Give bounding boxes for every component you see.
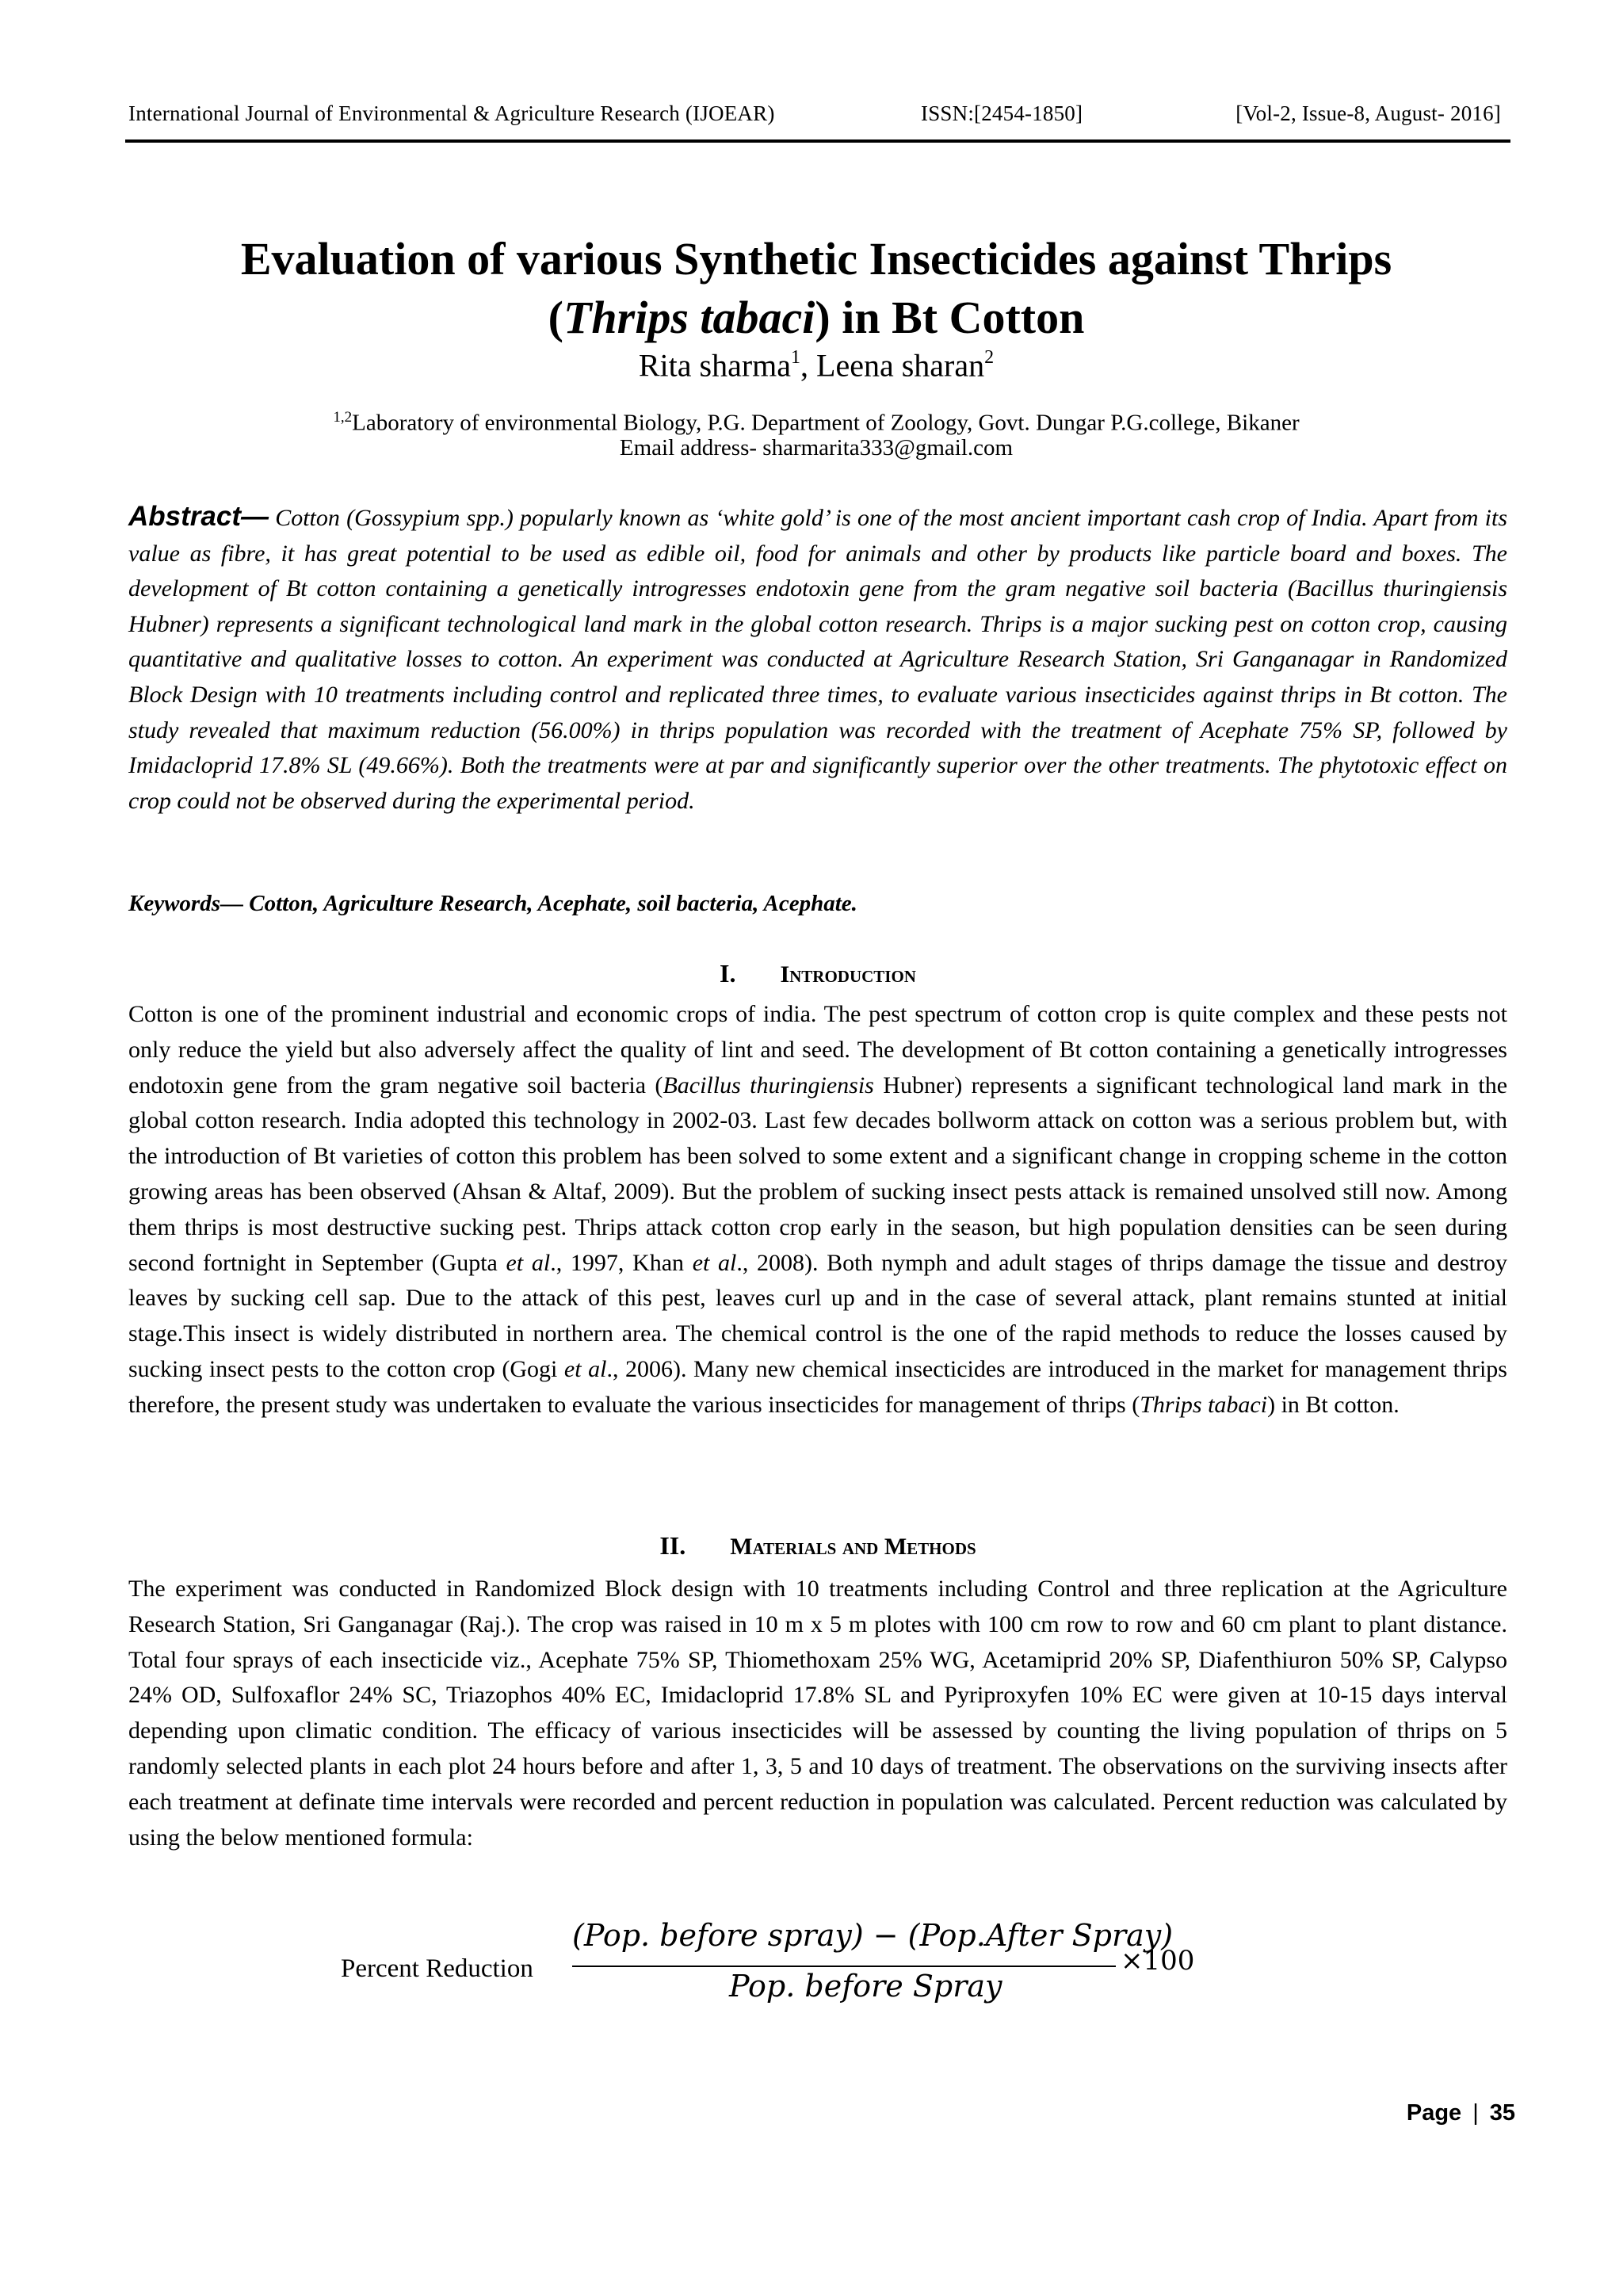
abstract-label: Abstract— — [128, 501, 269, 532]
page-footer — [1407, 2100, 1515, 2126]
author-2-sup: 2 — [984, 347, 995, 368]
methods-paragraph: The experiment was conducted in Randomized Block design with 10 treatments including Control and three replication at the Agriculture Research Station, Sri Ganganagar (Raj.). The crop was raised in 10 m x 5 m plotes with 100 cm row to row and 60 cm plant to plant distance. Total four sprays of each insecticide viz., Acephate 75% SP, Thiomethoxam 25% WG, Acetamiprid 20% SP, Diafenthiuron 50% SP, Calypso 24% OD, Sulfoxaflor 24% SC, Triazophos 40% EC, Imidacloprid 17.8% SL and Pyriproxyfen 10% EC were given at 10-15 days interval depending upon climatic condition. The efficacy of various insecticides will be assessed by counting the living population of thrips on 5 randomly selected plants in each plot 24 hours before and after 1, 3, 5 and 10 days of treatment. The observations on the surviving insects after each treatment at definate time intervals were recorded and percent reduction in population was calculated. Percent reduction was calculated by using the below mentioned formula: — [128, 1576, 1507, 1851]
keywords: Keywords— Cotton, Agriculture Research, Acephate, soil bacteria, Acephate. — [128, 891, 857, 916]
intro-text-6: ) in Bt cotton. — [1267, 1391, 1400, 1418]
formula-denominator: Pop. before Spray — [729, 1969, 1002, 2004]
section-heading-introduction — [128, 957, 1507, 991]
running-header — [128, 101, 1507, 133]
paper-title — [119, 230, 1514, 347]
introduction-paragraph — [128, 997, 1507, 1423]
author-2: Leena sharan — [816, 347, 985, 384]
section-heading-methods — [128, 1530, 1507, 1563]
formula-numerator: (Pop. before spray) − (Pop.After Spray) — [572, 1918, 1174, 1953]
section-number: I. — [720, 959, 736, 988]
author-separator: , — [800, 347, 817, 384]
title-line-1: Evaluation of various Synthetic Insecticides against Thrips — [240, 233, 1392, 285]
author-1: Rita sharma — [638, 347, 792, 384]
page-number: 35 — [1489, 2100, 1515, 2126]
formula-multiplier: ×100 — [1121, 1945, 1195, 1977]
journal-name: International Journal of Environmental & Agriculture Research (IJOEAR) — [128, 101, 775, 125]
title-line-2 — [119, 288, 1514, 347]
abstract-text: Cotton (Gossypium spp.) popularly known as ‘white gold’ is one of the most ancient important cash crop of India. Apart from its value as fibre, it has great potential to be used as edible oil, food for animals and other by products like particle board and boxes. The development of Bt cotton containing a genetically introgresses endotoxin gene from the gram negative soil bacteria (Bacillus thuringiensis Hubner) represents a significant technological land mark in the global cotton research. Thrips is a major sucking pest on cotton crop, causing quantitative and qualitative losses to cotton. An experiment was conducted at Agriculture Research Station, Sri Ganganagar in Randomized Block Design with 10 treatments including control and replicated three times, to evaluate various insecticides against thrips in Bt cotton. The study revealed that maximum reduction (56.00%) in thrips population was recorded with the treatment of Acephate 75% SP, followed by Imidacloprid 17.8% SL (49.66%). Both the treatments were at par and significantly superior over the other treatments. The phytotoxic effect on crop could not be observed during the experimental period. — [128, 505, 1507, 814]
abstract — [128, 499, 1507, 819]
issn: ISSN:[2454-1850] — [921, 101, 1083, 125]
formula-label: Percent Reduction — [341, 1954, 533, 1983]
volume-issue: [Vol-2, Issue-8, August- 2016] — [1235, 101, 1501, 125]
author-1-sup: 1 — [791, 347, 801, 368]
title-open-paren: ( — [548, 292, 563, 343]
section-title: Materials and Methods — [730, 1534, 976, 1560]
header-divider — [125, 139, 1510, 143]
intro-species-2: Thrips tabaci — [1140, 1391, 1268, 1418]
section-title: Introduction — [780, 961, 916, 988]
intro-etal-3: et al — [563, 1355, 607, 1382]
affiliation-text: Laboratory of environmental Biology, P.G. Department of Zoology, Govt. Dungar P.G.college, Bikaner — [352, 410, 1300, 436]
intro-text-1: Cotton is one of the prominent industrial and economic crops of india. The pest spectrum of cotton crop is quite complex and these pests not only reduce the yield but also adversely affect the quality of lint and seed. The development of Bt cotton containing a genetically introgresses endotoxin gene from the gram negative soil bacteria ( — [128, 1001, 1507, 1098]
intro-etal-1: et al — [506, 1249, 551, 1276]
intro-text-5: ., 2006). Many new chemical insecticides are introduced in the market for management thrips therefore, the present study was undertaken to evaluate the various insecticides for management of thrips ( — [128, 1355, 1507, 1418]
page-separator: | — [1472, 2100, 1479, 2126]
intro-text-3: ., 1997, Khan — [550, 1249, 693, 1276]
page-label: Page — [1406, 2100, 1462, 2126]
intro-species: Bacillus thuringiensis — [663, 1072, 874, 1098]
intro-etal-2: et al — [692, 1249, 737, 1276]
authors — [119, 339, 1514, 385]
intro-text-2: Hubner) represents a significant technological land mark in the global cotton research. India adopted this technology in 2002-03. Last few decades bollworm attack on cotton was a serious problem but, with the introduction of Bt varieties of cotton this problem has been solved to some extent and a significant change in cropping scheme in the cotton growing areas has been observed (Ahsan & Altaf, 2009). But the problem of sucking insect pests attack is remained unsolved still now. Among them thrips is most destructive sucking pest. Thrips attack cotton crop early in the season, but high population densities can be seen during second fortnight in September (Gupta — [128, 1072, 1508, 1276]
fraction-bar — [572, 1966, 1116, 1967]
affiliation-sup: 1,2 — [333, 409, 353, 426]
title-species: Thrips tabaci — [563, 292, 815, 343]
section-number: II. — [659, 1531, 686, 1560]
intro-text-4: ., 2008). Both nymph and adult stages of thrips damage the tissue and destroy leaves by sucking cell sap. Due to the attack of this pest, leaves curl up and in the case of several attack, plant remains stunted at initial stage.This insect is widely distributed in northern area. The chemical control is the one of the rapid methods to reduce the losses caused by sucking insect pests to the cotton crop (Gogi — [128, 1249, 1507, 1382]
percent-reduction-formula — [341, 1918, 1292, 2013]
author-email: Email address- sharmarita333@gmail.com — [619, 435, 1014, 460]
title-rest: ) in Bt Cotton — [815, 292, 1085, 343]
